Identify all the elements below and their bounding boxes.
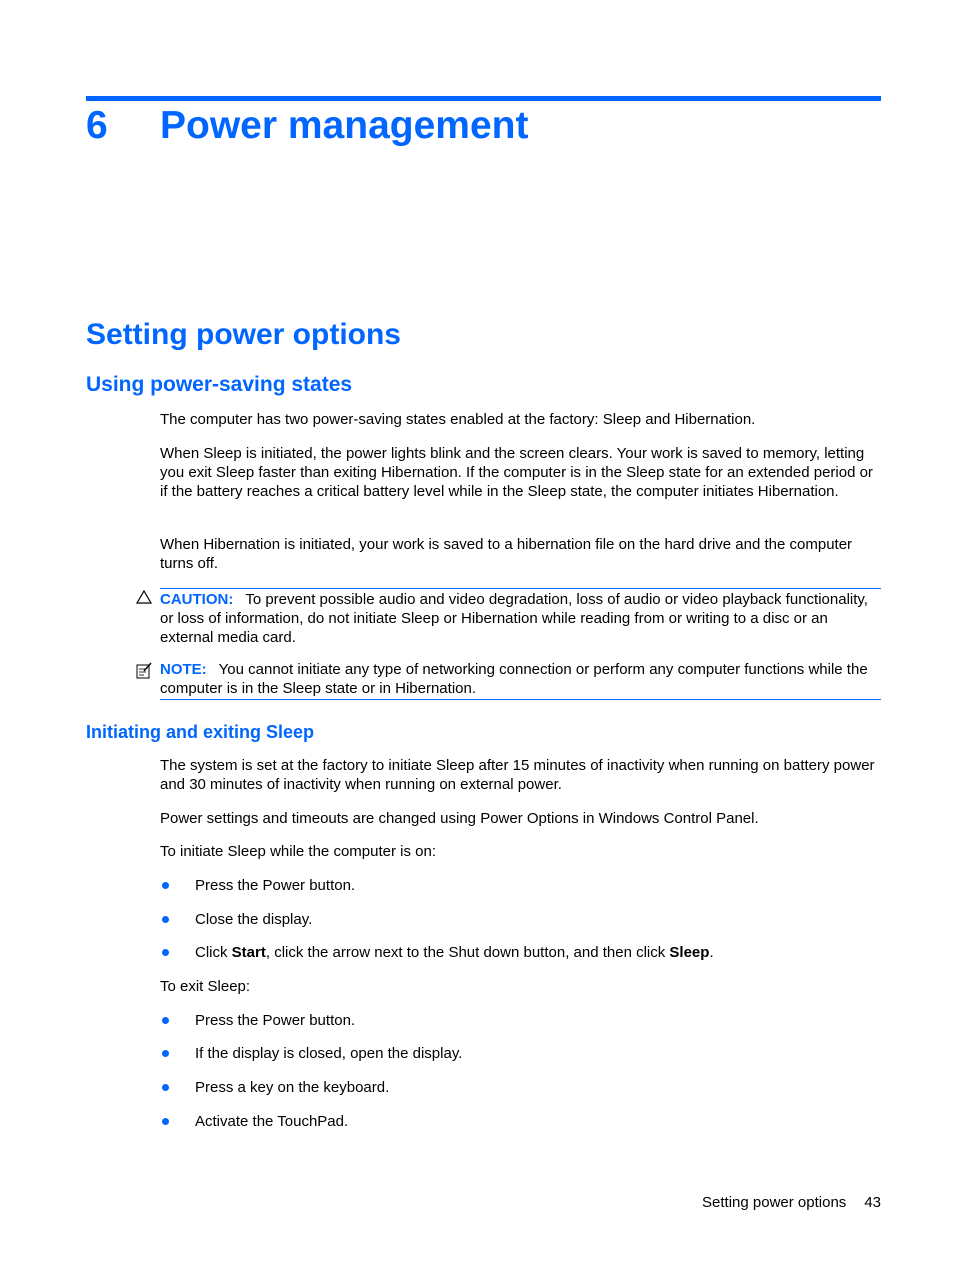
bullet-icon (162, 1050, 169, 1057)
page-number: 43 (864, 1194, 881, 1211)
paragraph-hibernation: When Hibernation is initiated, your work is saved to a hibernation file on the hard drive and the computer turns off. (160, 536, 853, 572)
chapter-rule (86, 96, 881, 101)
caution-text: To prevent possible audio and video degradation, loss of audio or video playback functionality, or loss of information, do not initiate Sleep or Hibernation while reading from or writing to a disc or an external media card. (160, 591, 868, 646)
caution-triangle-icon (136, 590, 152, 609)
note-text: You cannot initiate any type of networking connection or perform any computer functions while the computer is in the Sleep state or in Hibernation. (160, 661, 868, 697)
bullet-icon (162, 1017, 169, 1024)
paragraph-initiate-lead: To initiate Sleep while the computer is on: (160, 843, 436, 860)
start-step-prefix: Click (195, 944, 232, 961)
note-callout (160, 660, 881, 700)
list-item-text: Activate the TouchPad. (195, 1113, 349, 1130)
sleep-label: Sleep (669, 944, 710, 961)
list-item-text (195, 943, 714, 962)
start-step-suffix: . (709, 944, 714, 961)
paragraph-sleep: When Sleep is initiated, the power lights blink and the screen clears. Your work is saved to memory, letting you exit Sleep faster than exiting Hibernation. If the computer is in the Sleep state for an extended period or if the battery reaches a critical battery level while in the Sleep state, the computer initiates Hibernation. (160, 445, 873, 500)
footer-section: Setting power options (702, 1194, 847, 1211)
list-item-text: Press a key on the keyboard. (195, 1079, 390, 1096)
paragraph-exit-lead: To exit Sleep: (160, 978, 251, 995)
caution-label: CAUTION: (160, 591, 234, 608)
chapter-number: 6 (86, 104, 108, 147)
subsection-title-sleep: Initiating and exiting Sleep (86, 722, 315, 742)
paragraph-power-settings: Power settings and timeouts are changed using Power Options in Windows Control Panel. (160, 810, 759, 827)
bullet-icon (162, 1084, 169, 1091)
note-pencil-icon (136, 662, 153, 684)
bullet-icon (162, 949, 169, 956)
bullet-icon (162, 1118, 169, 1125)
start-step-middle: , click the arrow next to the Shut down button, and then click (265, 944, 670, 961)
list-item-text: If the display is closed, open the display. (195, 1045, 463, 1062)
paragraph-intro: The computer has two power-saving states enabled at the factory: Sleep and Hibernation. (160, 411, 756, 428)
subsection-title-power-saving: Using power-saving states (86, 373, 353, 396)
bullet-icon (162, 916, 169, 923)
bullet-icon (162, 882, 169, 889)
caution-callout (160, 588, 881, 647)
note-label: NOTE: (160, 661, 207, 678)
chapter-title: Power management (160, 104, 529, 147)
section-title: Setting power options (86, 318, 401, 351)
list-item-text: Press the Power button. (195, 1012, 356, 1029)
paragraph-sleep-timeout: The system is set at the factory to initiate Sleep after 15 minutes of inactivity when running on battery power and 30 minutes of inactivity when running on external power. (160, 757, 875, 793)
list-item-text: Press the Power button. (195, 877, 356, 894)
list-item-text: Close the display. (195, 911, 313, 928)
page-footer (600, 1193, 881, 1212)
start-label: Start (231, 944, 266, 961)
